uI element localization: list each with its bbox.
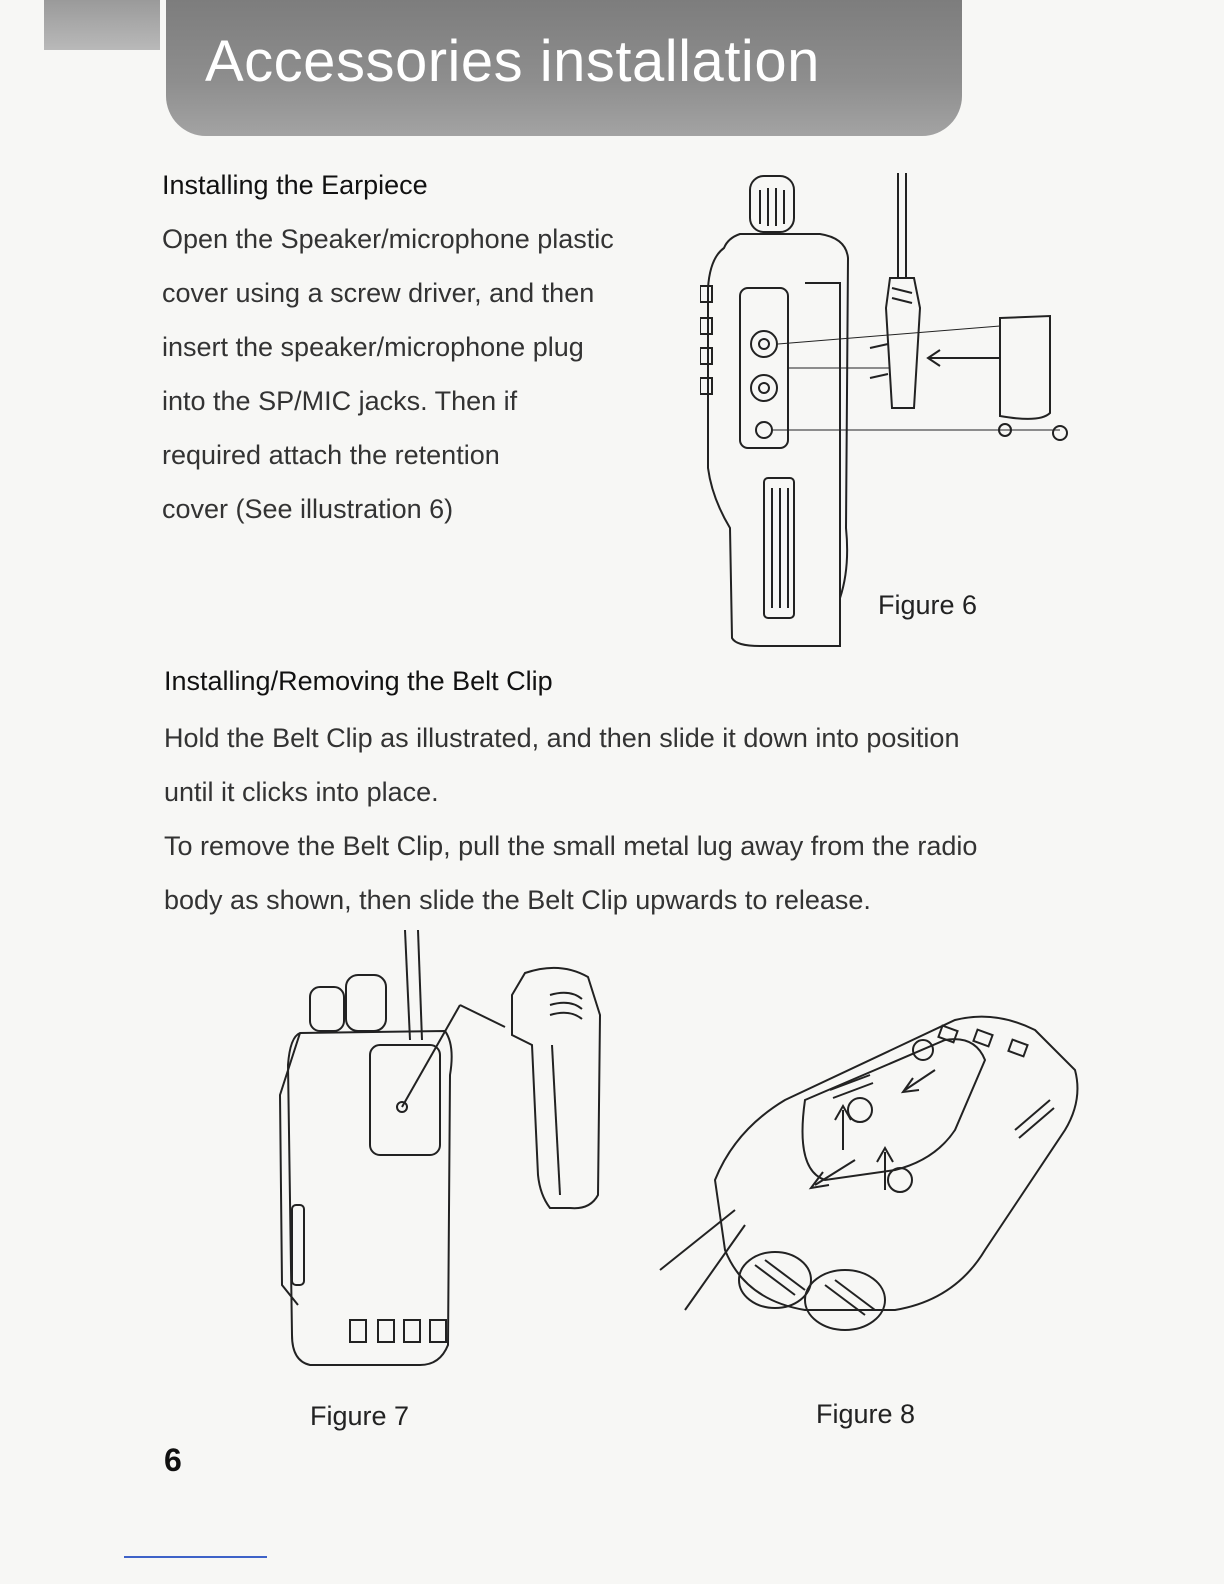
page-title: Accessories installation [205,29,820,94]
figure-8-illustration [655,1010,1085,1360]
figure-8-caption: Figure 8 [816,1399,916,1429]
figure-6-caption: Figure 6 [878,590,978,620]
section-heading-earpiece: Installing the Earpiece [162,170,428,200]
earpiece-instructions [162,212,614,536]
text-line: To remove the Belt Clip, pull the small metal lug away from the radio [164,831,978,861]
text-line: required attach the retention [162,440,500,470]
figure-7-caption: Figure 7 [310,1401,410,1431]
header-tab-decoration [44,0,160,50]
figure-6-illustration [700,168,1080,653]
figure-7-illustration [270,925,615,1375]
text-line: cover using a screw driver, and then [162,278,595,308]
text-line: cover (See illustration 6) [162,494,454,524]
belt-clip-instructions [164,711,977,927]
section-heading-belt-clip: Installing/Removing the Belt Clip [164,666,553,696]
text-line: until it clicks into place. [164,777,439,807]
text-line: body as shown, then slide the Belt Clip upwards to release. [164,885,871,915]
bottom-rule [124,1556,267,1558]
text-line: Open the Speaker/microphone plastic [162,224,614,254]
text-line: into the SP/MIC jacks. Then if [162,386,518,416]
text-line: insert the speaker/microphone plug [162,332,584,362]
text-line: Hold the Belt Clip as illustrated, and then slide it down into position [164,723,960,753]
page-number: 6 [164,1442,182,1478]
